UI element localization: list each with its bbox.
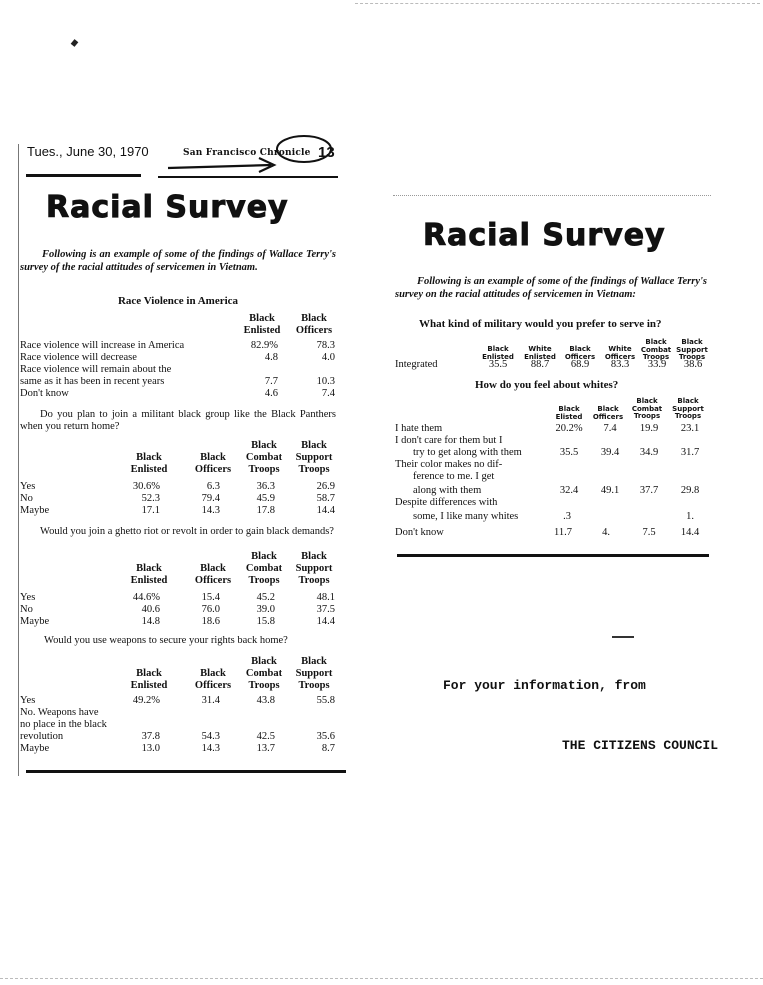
- table3-cell: 15.4: [201, 592, 220, 603]
- table2-cell: 26.9: [316, 481, 335, 492]
- table2-cell: 17.8: [256, 505, 275, 516]
- table3-row-label: Yes: [20, 592, 36, 603]
- table1-row-label: Race violence will remain about the: [20, 364, 172, 375]
- table3-cell: 40.6: [141, 604, 160, 615]
- scan-edge-top: [355, 3, 760, 4]
- table4-cell: 54.3: [201, 731, 220, 742]
- question-militant-group: Do you plan to join a militant black group like the Black Panthers when you return home?: [20, 409, 336, 432]
- table1-cell: 82.9%: [250, 340, 278, 351]
- table4-row-label: No. Weapons have: [20, 707, 99, 718]
- q2-row-label: along with them: [413, 485, 482, 496]
- footer-line-1: For your information, from: [443, 678, 646, 693]
- table3-cell: 44.6%: [132, 592, 160, 603]
- table2-row-label: Yes: [20, 481, 36, 492]
- table4-cell: 14.3: [201, 743, 220, 754]
- q2-col: Black Combat Troops: [631, 397, 663, 420]
- table2-cell: 58.7: [316, 493, 335, 504]
- q1-cell: 33.9: [647, 359, 667, 370]
- table1-col-enlisted: Black Enlisted: [243, 313, 281, 336]
- col-black-officers: Black Officers: [194, 563, 232, 586]
- table1-cell: 7.4: [321, 388, 335, 399]
- col-black-officers: Black Officers: [194, 452, 232, 475]
- q2-row-label: ference to me. I get: [413, 471, 495, 482]
- q1-col: White Enlisted: [524, 345, 556, 361]
- q1-row-label: Integrated: [395, 359, 438, 370]
- clip-newspaper-name: San Francisco Chronicle: [183, 148, 311, 158]
- q2-cell: 35.5: [559, 447, 579, 458]
- clip-page-number: 13: [318, 144, 335, 161]
- table4-cell: 42.5: [256, 731, 275, 742]
- q1-cell: 35.5: [488, 359, 508, 370]
- q1-col: Black Support Troops: [676, 338, 708, 361]
- col-black-officers: Black Officers: [194, 668, 232, 691]
- q2-cell: 20.2%: [555, 423, 583, 434]
- table2-cell: 52.3: [141, 493, 160, 504]
- question-ghetto-riot: Would you join a ghetto riot or revolt in order to gain black demands?: [40, 526, 334, 537]
- q2-cell: 31.7: [680, 447, 700, 458]
- q2-cell: 49.1: [600, 485, 620, 496]
- col-black-support: Black Support Troops: [295, 656, 333, 691]
- q2-cell: 19.9: [639, 423, 659, 434]
- clip2-bottom-rule: [397, 554, 709, 557]
- clip-date: Tues., June 30, 1970: [27, 144, 149, 159]
- q2-row-label: Don't know: [395, 527, 444, 538]
- q2-row-label: some, I like many whites: [413, 511, 519, 522]
- table2-cell: 6.3: [206, 481, 220, 492]
- clip2-title: Racial Survey: [423, 218, 666, 253]
- q2-cell: 7.4: [603, 423, 617, 434]
- q2-cell: .3: [563, 511, 571, 522]
- table2-cell: 30.6%: [132, 481, 160, 492]
- table3-row-label: Maybe: [20, 616, 50, 627]
- table2-row-label: Maybe: [20, 505, 50, 516]
- table2-row-label: No: [20, 493, 33, 504]
- q1-cell: 88.7: [530, 359, 550, 370]
- table1-heading: Race Violence in America: [117, 295, 239, 307]
- table4-cell: 8.7: [321, 743, 335, 754]
- header-rule: [26, 174, 141, 177]
- q1-col: White Officers: [604, 345, 636, 361]
- clip-intro: Following is an example of some of the findings of Wallace Terry's survey of the racial attitudes of servicemen in Vietnam.: [20, 249, 336, 273]
- q2-col: Black Officers: [592, 405, 624, 421]
- table4-cell: 49.2%: [132, 695, 160, 706]
- table3-cell: 76.0: [201, 604, 220, 615]
- clip2-intro: Following is an example of some of the findings of Wallace Terry's survey on the racial attitudes of servicemen in Vietnam:: [395, 276, 707, 300]
- table3-cell: 15.8: [256, 616, 275, 627]
- col-black-combat: Black Combat Troops: [245, 656, 283, 691]
- clip-title: Racial Survey: [46, 190, 289, 225]
- table4-row-label: Yes: [20, 695, 36, 706]
- col-black-enlisted: Black Enlisted: [130, 452, 168, 475]
- question-feel-about-whites: How do you feel about whites?: [475, 379, 619, 391]
- table4-cell: 13.7: [256, 743, 275, 754]
- table2-cell: 79.4: [201, 493, 220, 504]
- table3-cell: 18.6: [201, 616, 220, 627]
- q2-row-label: try to get along with them: [413, 447, 522, 458]
- scan-mark: [612, 636, 634, 638]
- clip-bottom-rule: [26, 770, 346, 773]
- clip2-top-edge: [393, 195, 711, 196]
- table4-cell: 13.0: [141, 743, 160, 754]
- q2-cell: 11.7: [554, 527, 572, 538]
- q1-col: Black Combat Troops: [640, 338, 672, 361]
- col-black-combat: Black Combat Troops: [245, 551, 283, 586]
- table1-row-label: Race violence will increase in America: [20, 340, 185, 351]
- table4-cell: 43.8: [256, 695, 275, 706]
- table1-cell: 4.8: [264, 352, 278, 363]
- table4-cell: 37.8: [141, 731, 160, 742]
- table4-row-label: no place in the black: [20, 719, 107, 730]
- q2-cell: 14.4: [680, 527, 700, 538]
- table3-cell: 14.8: [141, 616, 160, 627]
- q1-col: Black Enlisted: [482, 345, 514, 361]
- q2-cell: 37.7: [639, 485, 659, 496]
- table3-cell: 45.2: [256, 592, 275, 603]
- clipping-racial-survey-2: [393, 193, 713, 563]
- table4-row-label: revolution: [20, 731, 64, 742]
- table1-cell: 78.3: [316, 340, 335, 351]
- q2-row-label: I don't care for them but I: [395, 435, 503, 446]
- q2-cell: 1.: [686, 511, 694, 522]
- col-black-support: Black Support Troops: [295, 551, 333, 586]
- clipping-sf-chronicle: [18, 138, 343, 778]
- question-military-preference: What kind of military would you prefer to serve in?: [419, 318, 662, 330]
- q2-row-label: Despite differences with: [395, 497, 498, 508]
- table2-cell: 17.1: [141, 505, 160, 516]
- q2-cell: 32.4: [559, 485, 579, 496]
- q2-cell: 4.: [602, 527, 610, 538]
- table4-cell: 31.4: [201, 695, 220, 706]
- table1-row-label: same as it has been in recent years: [20, 376, 165, 387]
- q1-col: Black Officers: [564, 345, 596, 361]
- q2-cell: 34.9: [639, 447, 659, 458]
- table1-cell: 7.7: [264, 376, 278, 387]
- table3-cell: 37.5: [316, 604, 335, 615]
- q2-col: Black Elisted: [555, 405, 583, 421]
- scan-speck: [71, 39, 79, 47]
- table1-cell: 10.3: [316, 376, 335, 387]
- table3-row-label: No: [20, 604, 33, 615]
- col-black-support: Black Support Troops: [295, 440, 333, 475]
- table2-cell: 14.3: [201, 505, 220, 516]
- col-black-enlisted: Black Enlisted: [130, 563, 168, 586]
- table1-row-label: Don't know: [20, 388, 69, 399]
- table1-cell: 4.6: [264, 388, 278, 399]
- col-black-combat: Black Combat Troops: [245, 440, 283, 475]
- question-weapons: Would you use weapons to secure your rights back home?: [44, 635, 288, 646]
- scan-edge-bottom: [0, 978, 763, 979]
- q2-cell: 39.4: [600, 447, 620, 458]
- q2-row-label: Their color makes no dif-: [395, 459, 503, 470]
- table3-cell: 48.1: [316, 592, 335, 603]
- q2-col: Black Support Troops: [672, 397, 704, 420]
- table1-row-label: Race violence will decrease: [20, 352, 137, 363]
- header-rule-2: [158, 176, 338, 178]
- table1-cell: 4.0: [321, 352, 335, 363]
- q1-cell: 38.6: [683, 359, 703, 370]
- q2-cell: 7.5: [642, 527, 656, 538]
- table4-cell: 35.6: [316, 731, 335, 742]
- table3-cell: 39.0: [256, 604, 275, 615]
- footer-line-2: THE CITIZENS COUNCIL: [562, 738, 719, 753]
- table2-cell: 36.3: [256, 481, 275, 492]
- table4-row-label: Maybe: [20, 743, 50, 754]
- q2-row-label: I hate them: [395, 423, 443, 434]
- table1-col-officers: Black Officers: [295, 313, 333, 336]
- q1-cell: 68.9: [570, 359, 590, 370]
- col-black-enlisted: Black Enlisted: [130, 668, 168, 691]
- table4-cell: 55.8: [316, 695, 335, 706]
- table2-cell: 14.4: [316, 505, 335, 516]
- table3-cell: 14.4: [316, 616, 335, 627]
- q1-cell: 83.3: [610, 359, 630, 370]
- q2-cell: 23.1: [680, 423, 700, 434]
- clip-left-edge: [18, 144, 19, 776]
- table2-cell: 45.9: [256, 493, 275, 504]
- q2-cell: 29.8: [680, 485, 700, 496]
